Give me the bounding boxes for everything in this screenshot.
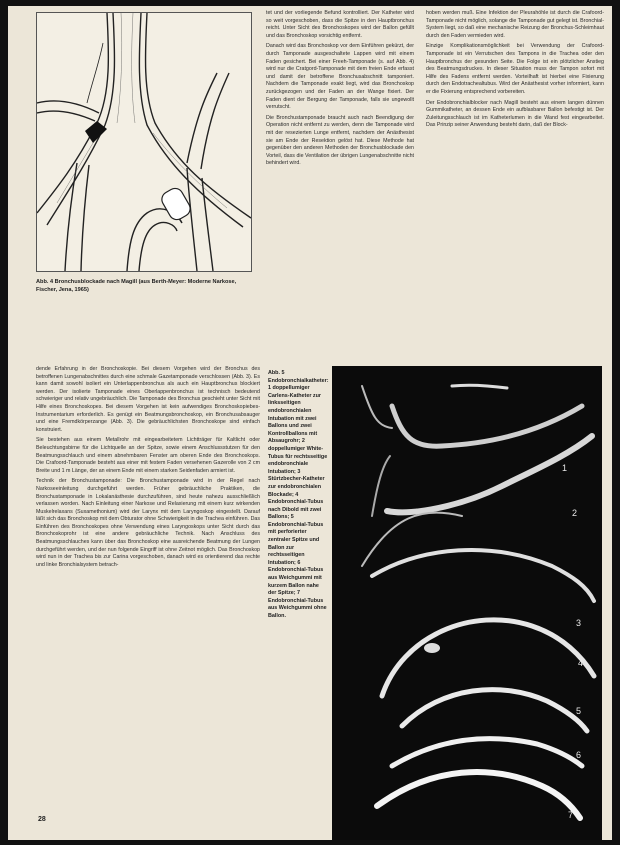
- paragraph: Danach wird das Bronchoskop vor dem Einführen gekürzt, der durch Tamponade ausgeschaltete Lappen wird mit einem Faden gesichert. Bei einer Freeh-Tamponade (s. auf Abb. 4) wird nur die Cratgord-Tamponade mit dem freien Ende erfasst und damit der betroffene Bronchusabschnitt tamponiert. Nachdem die Tamponade exakt liegt, wird das Bronchoskop zurückgezogen und der Faden an der Wange fixiert. Der Faden dient der Bergung der Tamponade, falls sie ungewollt verrutscht.: [266, 43, 414, 111]
- page-number: 28: [38, 816, 46, 823]
- figure2-caption: Abb. 5 Endobronchialkatheter: 1 doppellumiger Carlens-Katheter zur linksseitigen endobronchialen Intubation mit zwei Ballons und zwei Kontrollballons mit Absaugrohr; 2 doppellumiger White-Tubus für rechtsseitige endobronchiale Intubation; 3 Stürtzbecher-Katheter zur endobronchialen Blockade; 4 Endobronchial-Tubus nach Dibold mit zwei Ballons; 5 Endobronchial-Tubus mit perforierter zentraler Spitze und Ballon zur rechtsseitigen Intubation; 6 Endobronchial-Tubus aus Weichgummi mit kurzem Ballon nahe der Spitze; 7 Endobronchial-Tubus aus Weichgummi ohne Ballon.: [268, 370, 329, 619]
- paragraph: Der Endobronchialblocker nach Magill besteht aus einem langen dünnen Gummikatheter, an dessen Ende ein aufblasbarer Ballon befestigt ist. Der Zuleitungsschlauch ist im Katheterlumen in die Wand fest eingearbeitet. Das Prinzip seiner Anwendung besteht darin, daß der Block-: [426, 99, 604, 129]
- paragraph: dende Erfahrung in der Bronchoskopie. Bei diesem Vorgehen wird der Bronchus des betroffenen Lungenabschnittes durch eine schmale Gazetamponade verschlossen (Abb. 3). Es kann damit sowohl isoliert ein Unterlappenbronchus als auch ein Hauptbronchus blockiert werden. Der isolierte Tamponade eines Oberlappenbronchus ist technisch bedeutend schwieriger und relativ ungebräuchlich. Die Tamponade des Bronchus geschieht unter Sicht mit Hilfe eines Bronchoskopes. Bei diesem Vorgehen ist kein aufwendiges Bronchoskopiebes-Instrumentarium erforderlich. Es genügt ein Beatmungsbronchoskop, ein Bronchusabsauger und eine Fremdkörperzange (Abb. 3). Die gebräuchlichsten Bronchoskope sind einfach konstruiert.: [36, 366, 260, 433]
- paragraph: Die Bronchustamponade braucht auch nach Beendigung der Operation nicht entfernt zu werden, denn die Tamponade wird mit der resezierten Lunge entfernt, nachdem der Anästhesist sie am Ende der Resektion gelöst hat. Diese Methode hat gegenüber den anderen Methoden der Bronchusblockade den Vorteil, dass die Ventilation der übrigen Lungenabschnitte nicht behindert wird.: [266, 114, 414, 167]
- text-column-top-middle: [266, 10, 414, 171]
- paragraph: Technik der Bronchustamponade: Die Bronchustamponade wird in der Regel nach Narkoseeinleitung durchgeführt werden. Früher gebräuchliche Praktiken, die Bronchustamponade in Lokalanästhesie durchzuführen, sind heute nahezu ausschließlich verlassen worden. Nach Einleitung einer Narkose und Relaxierung mit einem kurz wirkenden Muskelrelaxans (Suxamethonium) wird der Larynx mit dem Laryngoskop eingestellt. Darauf läßt sich das Bronchoskop mit dem Obturator ohne Schwierigkeit in die Trachea einführen. Das Einführen des Bronchoskopes ohne Verwendung eines Laryngoskops unter Sicht durch das Bronchoskoprohr ist eine andere gebräuchliche Technik. Nach Anschluss des Beatmungsschlauches kann über das Bronchoskop eine ausreichende Beatmung der Lungen durchgeführt werden, und der nun folgende Eingriff ist ohne Zeitnot möglich. Das Bronchoskop wird nun in der Trachea bis zur Carina vorgeschoben, danach wird es orientierend das rechte und linke Bronchialsystem betrach-: [36, 478, 260, 568]
- catheter-number: 2: [572, 508, 578, 518]
- bronchus-blockade-illustration: [37, 13, 251, 271]
- catheter-number: 6: [576, 750, 582, 760]
- text-column-bottom-left: [36, 366, 260, 572]
- paragraph: hoben werden muß. Eine Infektion der Pleurahöhle ist durch die Crafoord-Tamponade nicht möglich, solange die Tamponade gut gelegt ist. Bronchial-System liegt, so daß eine mechanische Reizung der Bronchus-Schleimhaut durch den Faden vermieden wird.: [426, 10, 604, 39]
- figure-bronchial-drawing: [36, 12, 252, 272]
- text-column-top-right: [426, 10, 604, 133]
- catheter-number: 1: [562, 463, 568, 473]
- figure-catheter-photo: [332, 366, 602, 840]
- paragraph: tet und der vorliegende Befund kontrolliert. Der Katheter wird so weit vorgeschoben, dass die Spitze in den Hauptbronchus reicht. Unter Sicht des Bronchoskopes wird der Ballon gefüllt und das Bronchoskop vorsichtig entfernt.: [266, 10, 414, 39]
- catheter-number: 4: [578, 658, 584, 668]
- paragraph: Einzige Komplikationsmöglichkeit bei Verwendung der Crafoord-Tamponade ist ein Verrutschen des Tampons in die Trachea oder den Hauptbronchus der gesunden Seite. Die Folge ist ein plötzlicher Anstieg des Beatmungsdruckes. In dieser Situation muss der Tampon sofort mit Hilfe des Fadens entfernt werden. Vorteilhaft ist hierbei eine Fixierung durch den Endotrachealtubus. Wird der Anästhesist vorher informiert, kann er die Fixierung entsprechend vorbereiten.: [426, 43, 604, 95]
- catheter-photo-drawing: [332, 366, 602, 840]
- catheter-number: 7: [568, 810, 574, 820]
- catheter-number: 5: [576, 706, 582, 716]
- figure1-caption: Abb. 4 Bronchusblockade nach Magill (aus Berth-Meyer: Moderne Narkose, Fischer, Jena, 1965): [36, 279, 237, 293]
- catheter-number: 3: [576, 618, 582, 628]
- paragraph: Sie bestehen aus einem Metallrohr mit eingearbeitetem Lichtträger für Kaltlicht oder Beleuchtungsbirne für die Lichtquelle an der Spitze, sowie einem Anschlussstutzen für den Beatmungsschlauch und einem abnehmbaren Fenster am oberen Ende des Bronchoskops. Die Crafoord-Tamponade besteht aus einer mit festem Faden versehenen Gazerolle von 2 cm Breite und 1 m Länge, der an einem Ende mit einem starken Seidenfaden armiert ist.: [36, 437, 260, 474]
- document-page: [8, 6, 612, 840]
